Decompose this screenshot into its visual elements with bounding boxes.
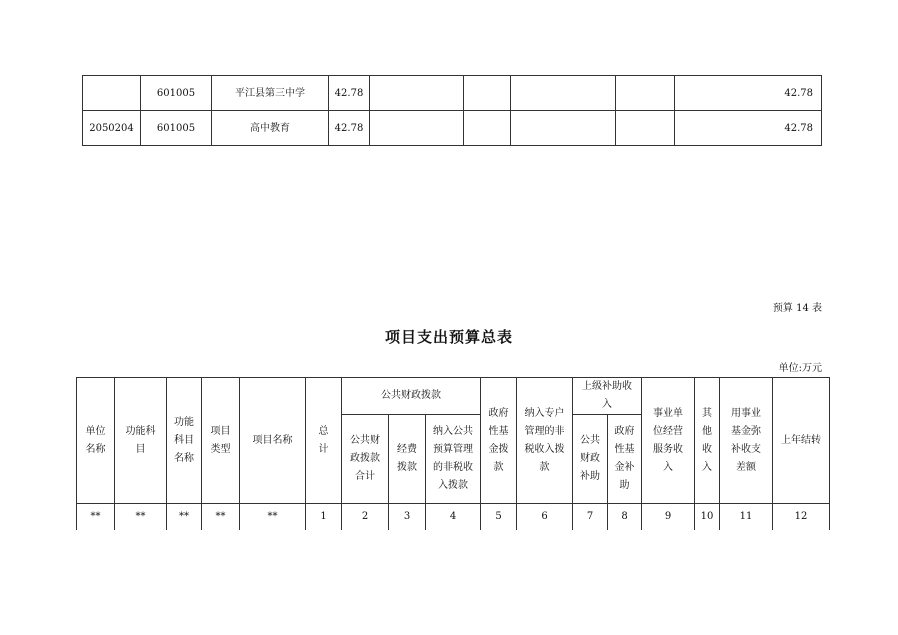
- index-cell: 3: [389, 504, 426, 531]
- table-cell: 高中教育: [212, 111, 329, 146]
- header-nontax-fund: 纳入公共 预算管理 的非税收 入拨款: [426, 415, 481, 504]
- header-total: 总 计: [306, 378, 342, 504]
- index-cell: **: [167, 504, 202, 531]
- project-expenditure-table: [76, 377, 830, 530]
- header-special-nontax: 纳入专户 管理的非 税收入拨 款: [517, 378, 573, 504]
- table-cell: [464, 111, 511, 146]
- header-public-fund: 公共财政拨款: [342, 378, 481, 415]
- index-cell: 12: [773, 504, 830, 531]
- header-public-subsidy: 公共 财政 补助: [573, 415, 608, 504]
- table-cell: [616, 111, 675, 146]
- index-cell: **: [115, 504, 167, 531]
- table-cell: 42.78: [329, 111, 370, 146]
- header-project-name: 项目名称: [240, 378, 306, 504]
- header-unit-name: 单位 名称: [77, 378, 115, 504]
- table-cell: 42.78: [675, 111, 822, 146]
- index-cell: 11: [720, 504, 773, 531]
- table-cell: 601005: [141, 111, 212, 146]
- index-cell: **: [77, 504, 115, 531]
- table-row: [83, 111, 822, 146]
- table-row: [83, 76, 822, 111]
- table-cell: [511, 76, 616, 111]
- table-cell: 平江县第三中学: [212, 76, 329, 111]
- header-gov-fund: 政府 性基 金拨 款: [481, 378, 517, 504]
- table-index-row: [77, 504, 830, 531]
- header-project-type: 项目 类型: [202, 378, 240, 504]
- header-expense-fund: 经费 拨款: [389, 415, 426, 504]
- table-cell: [511, 111, 616, 146]
- header-business-income: 事业单 位经营 服务收 入: [642, 378, 695, 504]
- unit-label: 单位:万元: [778, 363, 822, 374]
- previous-page-table: [82, 75, 822, 146]
- table-cell: [464, 76, 511, 111]
- header-function-subject: 功能科 目: [115, 378, 167, 504]
- header-superior-subsidy: 上级补助收 入: [573, 378, 642, 415]
- table-header-row: [77, 378, 830, 415]
- index-cell: 4: [426, 504, 481, 531]
- table-cell: 42.78: [329, 76, 370, 111]
- header-carryover: 上年结转: [773, 378, 830, 504]
- page-title: 项目支出预算总表: [384, 328, 513, 346]
- index-cell: 6: [517, 504, 573, 531]
- table-cell: [616, 76, 675, 111]
- index-cell: 8: [608, 504, 642, 531]
- sheet-number: 预算 14 表: [772, 303, 822, 314]
- header-other-income: 其 他 收 入: [695, 378, 720, 504]
- header-public-fund-total: 公共财 政拨款 合计: [342, 415, 389, 504]
- index-cell: 1: [306, 504, 342, 531]
- table-cell: 42.78: [675, 76, 822, 111]
- header-gov-fund-subsidy: 政府 性基 金补 助: [608, 415, 642, 504]
- index-cell: 5: [481, 504, 517, 531]
- table-cell: [83, 76, 141, 111]
- table-cell: 2050204: [83, 111, 141, 146]
- index-cell: **: [202, 504, 240, 531]
- index-cell: **: [240, 504, 306, 531]
- header-function-subject-name: 功能 科目 名称: [167, 378, 202, 504]
- header-fund-balance: 用事业 基金弥 补收支 差额: [720, 378, 773, 504]
- index-cell: 2: [342, 504, 389, 531]
- index-cell: 10: [695, 504, 720, 531]
- index-cell: 7: [573, 504, 608, 531]
- table-cell: [370, 76, 464, 111]
- index-cell: 9: [642, 504, 695, 531]
- table-cell: 601005: [141, 76, 212, 111]
- table-cell: [370, 111, 464, 146]
